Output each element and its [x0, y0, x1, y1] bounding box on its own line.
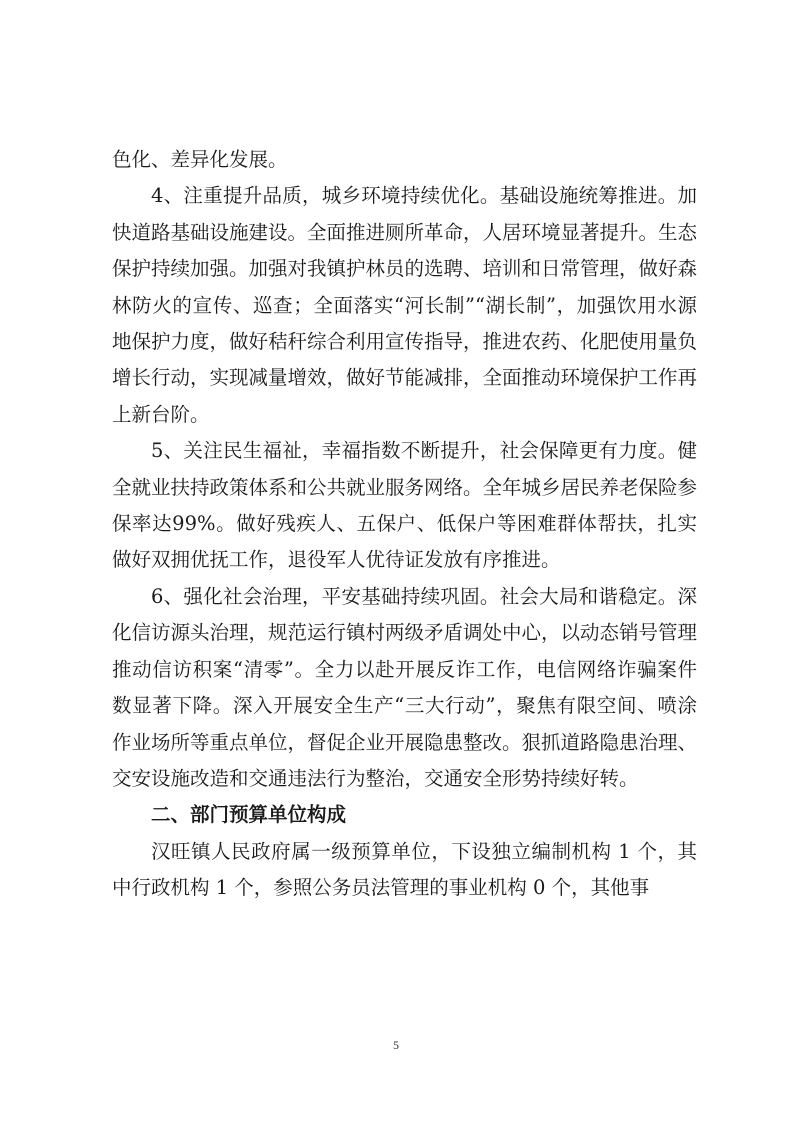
page-number: 5: [393, 1038, 399, 1052]
paragraph-item-5-welfare: 5、关注民生福祉，幸福指数不断提升，社会保障更有力度。健全就业扶持政策体系和公共就业服务网络。全年城乡居民养老保险参保率达99%。做好残疾人、五保户、低保户等困难群体帮扶，扎实做好双拥优抚工作，退役军人优待证发放有序推进。: [112, 439, 698, 572]
page-body: [112, 142, 697, 907]
paragraph-continuation: 色化、差异化发展。: [112, 148, 288, 171]
paragraph-item-4-environment: 4、注重提升品质，城乡环境持续优化。基础设施统筹推进。加快道路基础设施建设。全面推进厕所革命，人居环境显著提升。生态保护持续加强。加强对我镇护林员的选聘、培训和日常管理，做好森林防火的宣传、巡查；全面落实“河长制”“湖长制”，加强饮用水源地保护力度，做好秸秆综合利用宣传指导，推进农药、化肥使用量负增长行动，实现减量增效，做好节能减排，全面推动环境保护工作再上新台阶。: [112, 184, 698, 426]
paragraph-item-6-governance: 6、强化社会治理，平安基础持续巩固。社会大局和谐稳定。深化信访源头治理，规范运行镇村两级矛盾调处中心，以动态销号管理推动信访积案“清零”。全力以赴开展反诈工作，电信网络诈骗案件数显著下降。深入开展安全生产“三大行动”，聚焦有限空间、喷涂作业场所等重点单位，督促企业开展隐患整改。狠抓道路隐患治理、交安设施改造和交通违法行为整治，交通安全形势持续好转。: [112, 584, 698, 790]
paragraph-budget-units: 汉旺镇人民政府属一级预算单位，下设独立编制机构 1 个，其中行政机构 1 个，参照公务员法管理的事业机构 0 个，其他事: [112, 839, 697, 900]
section-heading-budget-units: 二、部门预算单位构成: [151, 803, 347, 827]
